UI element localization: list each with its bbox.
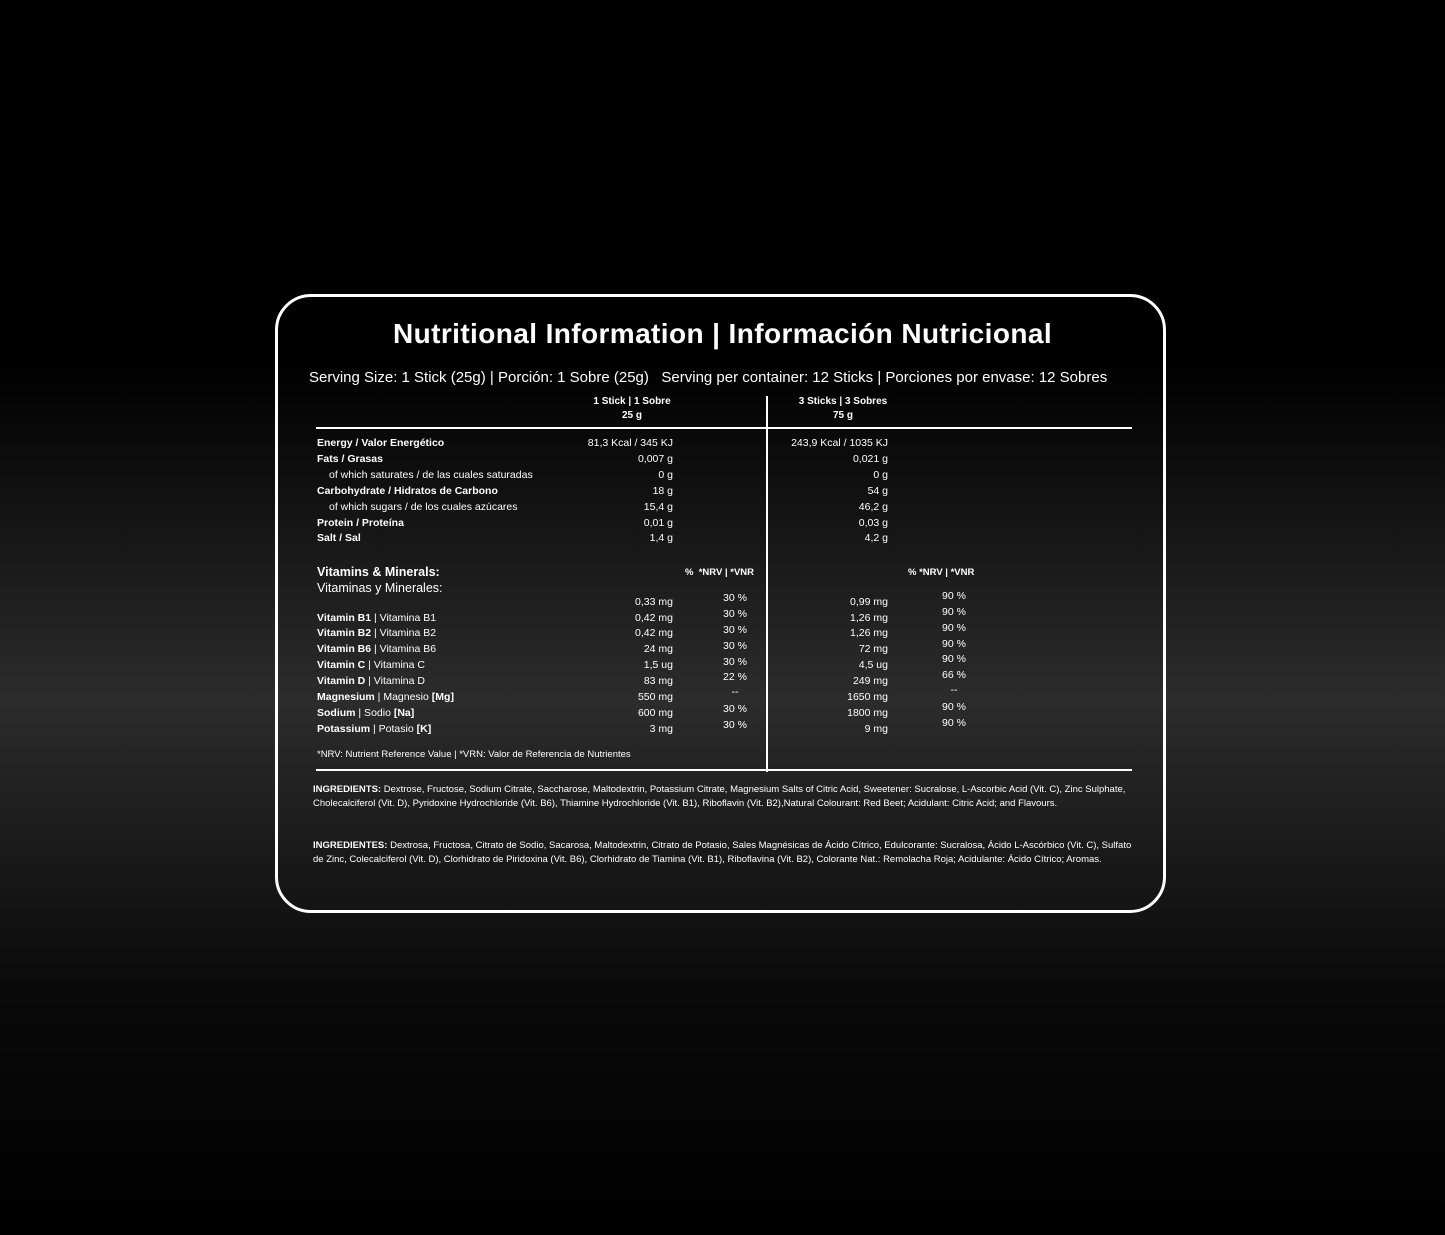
nrv-percent-triple: 90 % [942,590,966,602]
page-title: Nutritional Information | Información Nutricional [393,318,1052,349]
nrv-percent-single: 30 % [723,640,747,652]
vitamin-name: Vitamin D [317,675,366,687]
vitamin-value-triple: 1650 mg [847,691,888,703]
ingredients-en [313,783,1133,811]
vitamin-name-es: | Magnesio [374,691,432,703]
vitamin-name: Vitamin B1 [317,612,372,624]
table-top-rule [316,427,1132,429]
nutrient-value-triple: 4,2 g [864,532,888,544]
vitamin-label [317,675,425,687]
nutrient-value-triple: 0,03 g [858,517,888,529]
vitamin-name-es: | Vitamina C [365,659,425,671]
column-header-triple [783,395,903,423]
vitamin-label [317,691,454,703]
nrv-percent-single: 22 % [723,671,747,683]
vitamin-value-triple: 249 mg [852,675,888,687]
vitamin-label [317,627,436,639]
nutrient-label: of which saturates / de las cuales saturadas [329,469,533,481]
vitamin-name: Vitamin B6 [317,643,372,655]
vitamin-name: Vitamin C [317,659,366,671]
nutrient-value-single: 81,3 Kcal / 345 KJ [587,437,673,449]
vitamin-value-triple: 4,5 ug [858,659,888,671]
vitamin-value-single: 1,5 ug [643,659,673,671]
vitamin-name-es: | Vitamina B1 [371,612,437,624]
nutrient-label: of which sugars / de los cuales azúcares [329,501,518,513]
ingredients-es-text: Dextrosa, Fructosa, Citrato de Sodio, Sacarosa, Maltodextrin, Citrato de Potasio, Sales Magnésicas de Ácido Cítrico, Edulcorante: Sucralosa, Ácido L-Ascórbico (Vit. C), Sulfato de Zinc, Colecalciferol (Vit. D), Clorhidrato de Piridoxina (Vit. B6), Clorhidrato de Tiamina (Vit. B1), Riboflavina (Vit. B2), Colorante Nat.: Remolacha Roja; Acidulante: Ácido Cítrico; Aromas. [313,840,1132,865]
vitamin-name-es: | Vitamina B2 [371,627,437,639]
vitamins-subheading: Vitaminas y Minerales: [317,581,443,595]
ingredients-en-label: INGREDIENTS: [313,784,382,795]
vitamin-value-single: 550 mg [637,691,673,703]
nutrient-value-single: 18 g [652,485,673,497]
nutrient-value-triple: 46,2 g [858,501,888,513]
ingredients-es [313,839,1133,867]
serving-info: Serving Size: 1 Stick (25g) | Porción: 1 Sobre (25g) Serving per container: 12 Sticks | Porciones por envase: 12 Sobres [309,369,1108,386]
nutrient-label: Fats / Grasas [317,453,383,465]
nrv-header-triple: % *NRV | *VNR [908,567,975,578]
vitamin-value-single: 3 mg [649,723,673,735]
vitamin-value-triple: 1,26 mg [850,612,888,624]
vitamin-label [317,612,436,624]
vitamin-label [317,659,425,671]
vitamins-heading: Vitamins & Minerals: [317,565,440,579]
nrv-percent-triple: 90 % [942,653,966,665]
nutrient-value-triple: 54 g [867,485,888,497]
nutrient-value-single: 0,01 g [643,517,673,529]
nutrient-value-triple: 243,9 Kcal / 1035 KJ [791,437,888,449]
mineral-symbol: [Mg] [431,691,454,703]
vitamin-label [317,643,436,655]
vitamin-value-single: 83 mg [643,675,673,687]
vitamin-value-single: 0,42 mg [635,627,673,639]
nutrient-label: Carbohydrate / Hidratos de Carbono [317,485,498,497]
vitamin-name-es: | Vitamina B6 [371,643,437,655]
nrv-percent-triple: -- [950,684,958,696]
nrv-percent-single: 30 % [723,624,747,636]
vitamin-value-triple: 1,26 mg [850,627,888,639]
vitamin-name: Potassium [317,723,371,735]
vitamin-label [317,723,431,735]
nrv-percent-single: -- [731,686,739,698]
vitamin-name-es: | Sodio [355,707,394,719]
table-bottom-rule [316,769,1132,771]
column-header-single-line2: 25 g [621,410,642,421]
nrv-percent-single: 30 % [723,592,747,604]
vitamin-value-triple: 0,99 mg [850,596,888,608]
nutrient-value-triple: 0,021 g [852,453,888,465]
vitamin-value-triple: 9 mg [864,723,888,735]
vitamin-name-es: | Potasio [370,723,417,735]
nutrient-label: Energy / Valor Energético [317,437,445,449]
column-header-single-line1: 1 Stick | 1 Sobre [593,396,671,407]
vitamin-value-single: 0,42 mg [635,612,673,624]
nrv-percent-triple: 66 % [942,669,966,681]
vitamin-name: Vitamin B2 [317,627,372,639]
vitamin-value-triple: 1800 mg [847,707,888,719]
nrv-percent-single: 30 % [723,703,747,715]
column-header-triple-line1: 3 Sticks | 3 Sobres [798,396,888,407]
nrv-percent-single: 30 % [723,608,747,620]
ingredients-en-text: Dextrose, Fructose, Sodium Citrate, Saccharose, Maltodextrin, Potassium Citrate, Magnesium Salts of Citric Acid, Sweetener: Sucralose, L-Ascorbic Acid (Vit. C), Zinc Sulphate, Cholecalciferol (Vit. D), Pyridoxine Hydrochloride (Vit. B6), Thiamine Hydrochloride (Vit. B1), Riboflavin (Vit. B2),Natural Colourant: Red Beet; Acidulant: Citric Acid; and Flavours. [313,784,1126,809]
nutrient-value-single: 15,4 g [643,501,673,513]
vitamin-name: Sodium [317,707,356,719]
column-header-single [572,395,692,423]
vitamin-value-single: 600 mg [637,707,673,719]
nutrient-value-triple: 0 g [873,469,888,481]
column-header-triple-line2: 75 g [832,410,853,421]
vitamin-name: Magnesium [317,691,375,703]
column-divider [766,396,768,772]
nrv-percent-single: 30 % [723,656,747,668]
vitamin-value-triple: 72 mg [858,643,888,655]
nrv-percent-triple: 90 % [942,717,966,729]
nutrient-value-single: 0 g [658,469,673,481]
nrv-percent-single: 30 % [723,719,747,731]
nutrient-value-single: 0,007 g [637,453,673,465]
nrv-percent-triple: 90 % [942,638,966,650]
nutrient-label: Protein / Proteína [317,517,404,529]
vitamin-value-single: 24 mg [643,643,673,655]
vitamin-label [317,707,414,719]
nrv-percent-triple: 90 % [942,701,966,713]
nutrient-label: Salt / Sal [317,532,361,544]
nrv-percent-triple: 90 % [942,622,966,634]
nrv-percent-triple: 90 % [942,606,966,618]
vitamin-value-single: 0,33 mg [635,596,673,608]
nutrient-value-single: 1,4 g [649,532,673,544]
ingredients-es-label: INGREDIENTES: [313,840,388,851]
mineral-symbol: [Na] [393,707,415,719]
vitamin-name-es: | Vitamina D [365,675,425,687]
nrv-header-single: % *NRV | *VNR [685,567,755,578]
mineral-symbol: [K] [416,723,432,735]
nrv-footnote: *NRV: Nutrient Reference Value | *VRN: Valor de Referencia de Nutrientes [317,749,631,760]
